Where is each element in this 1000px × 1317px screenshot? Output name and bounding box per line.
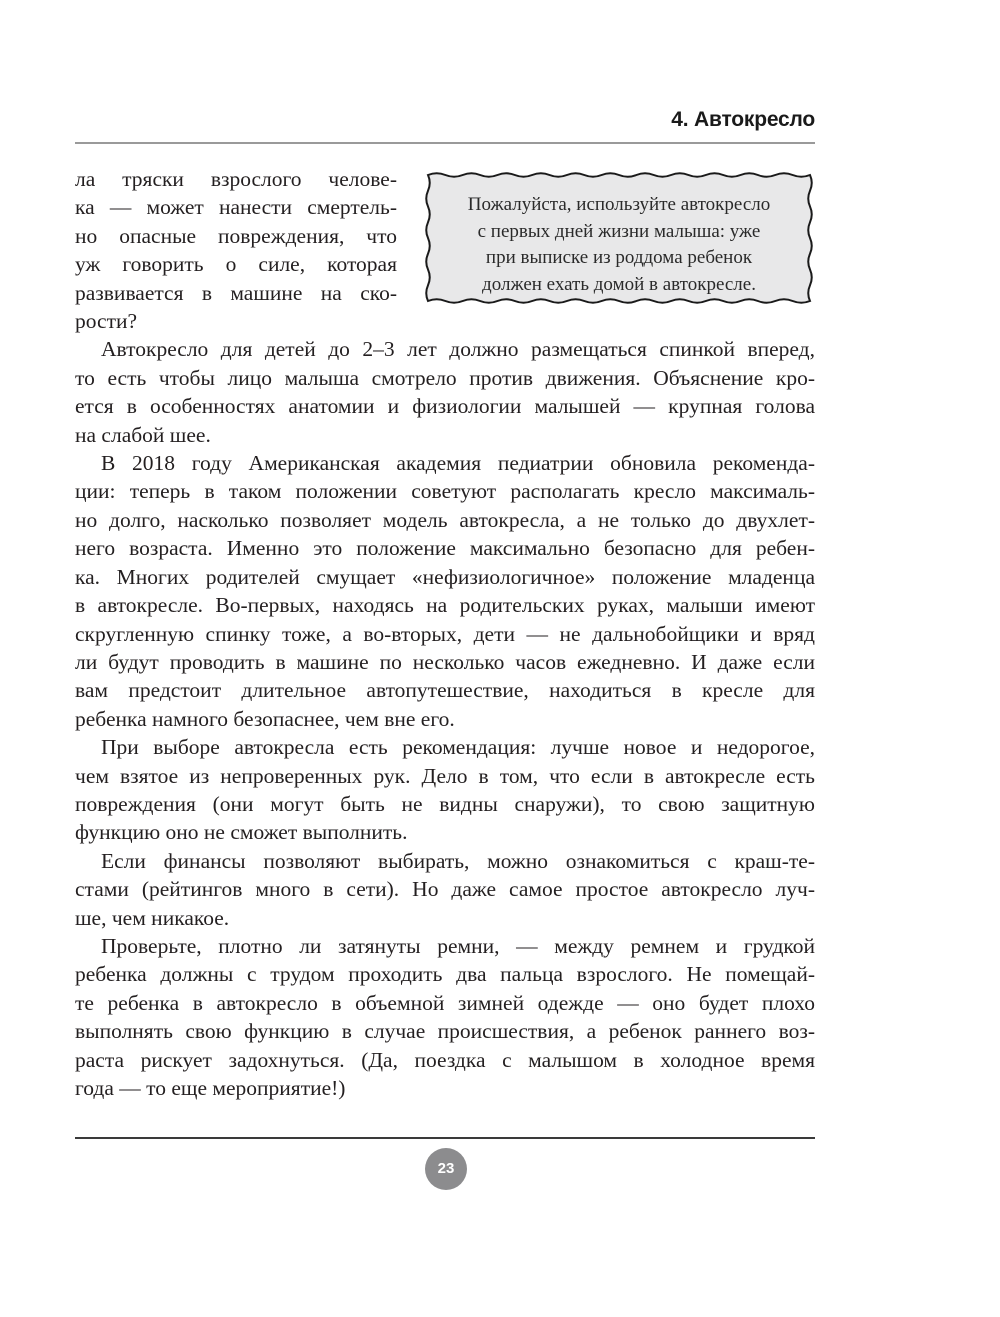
running-head-chapter-title: 4. Автокресло xyxy=(671,108,815,131)
text-line: уж говорить о силе, которая xyxy=(75,252,397,277)
paragraph-straps xyxy=(75,932,815,1102)
page-number-badge: 23 xyxy=(425,1148,467,1190)
callout-line: при выписке из роддома ребенок xyxy=(485,247,753,268)
text-line: вам предстоит длительное автопутешествие, находиться в кресле для xyxy=(75,678,815,703)
callout-line: Пожалуйста, используйте автокресло xyxy=(467,194,771,215)
text-line: ется в особенностях анатомии и физиологии малышей — крупная голова xyxy=(75,394,815,419)
paragraph-choosing-seat xyxy=(75,733,815,847)
paragraph-aap-recommendation xyxy=(75,449,815,733)
text-line: в автокресле. Во-первых, находясь на родительских руках, малыши имеют xyxy=(75,593,815,618)
callout-line: должен ехать домой в автокресле. xyxy=(482,273,756,295)
paragraph-orientation xyxy=(75,335,815,449)
text-line: но опасные повреждения, что xyxy=(75,223,397,248)
text-line: выполнять свою функцию в случае происшествия, а ребенок раннего воз- xyxy=(75,1019,815,1044)
text-line: функцию оно не сможет выполнить. xyxy=(75,820,408,845)
text-line: стами (рейтингов много в сети). Но даже самое простое автокресло луч- xyxy=(75,877,815,902)
text-line: ции: теперь в таком положении советуют располагать кресло максималь- xyxy=(75,479,815,504)
text-line: Автокресло для детей до 2–3 лет должно размещаться спинкой вперед, xyxy=(101,337,815,362)
text-line: те ребенка в автокресло в объемной зимней одежде — оно будет плохо xyxy=(75,990,815,1015)
footer-rule xyxy=(75,1137,815,1139)
text-line: чем взятое из непроверенных рук. Дело в том, что если в автокресле есть xyxy=(75,763,815,788)
text-line: В 2018 году Американская академия педиатрии обновила рекоменда- xyxy=(101,451,815,476)
callout-line: с первых дней жизни малыша: уже xyxy=(477,220,761,242)
text-line: Проверьте, плотно ли затянуты ремни, — между ремнем и грудкой xyxy=(101,933,815,958)
text-line: рости? xyxy=(75,309,138,334)
text-line: ше, чем никакое. xyxy=(75,905,230,930)
header-rule xyxy=(75,142,815,144)
text-line: повреждения (они могут быть не видны снаружи), то свою защитную xyxy=(75,791,815,816)
text-line: ла тряски взрослого челове- xyxy=(75,167,397,191)
text-line: то есть чтобы лицо малыша смотрело против движения. Объяснение кро- xyxy=(75,365,815,390)
text-line: При выборе автокресла есть рекомендация: лучше новое и недорогое, xyxy=(101,735,815,760)
text-line: года — то еще мероприятие!) xyxy=(75,1076,346,1100)
text-line: ребенка должны с трудом проходить два пальца взрослого. Не помещай- xyxy=(75,962,815,987)
paragraph-crash-tests xyxy=(75,847,815,932)
text-line: скругленную спинку тоже, а во-вторых, дети — не дальнобойщики и вряд xyxy=(75,621,815,646)
text-line: но долго, насколько позволяет модель автокресла, а не только до двухлет- xyxy=(75,507,815,532)
body-text xyxy=(75,165,815,1102)
text-line: развивается в машине на ско- xyxy=(75,280,397,305)
text-line: ка. Многих родителей смущает «нефизиологичное» положение младенца xyxy=(75,564,815,589)
wrapped-paragraph-continuation xyxy=(75,165,397,335)
text-line: Если финансы позволяют выбирать, можно ознакомиться с краш-те- xyxy=(101,848,815,873)
text-line: ребенка намного безопаснее, чем вне его. xyxy=(75,706,455,731)
text-line: него возраста. Именно это положение максимально безопасно для ребен- xyxy=(75,536,815,561)
text-line: ли будут проводить в машине по несколько часов ежедневно. И даже если xyxy=(75,649,815,674)
text-line: ка — может нанести смертель- xyxy=(75,195,397,220)
text-line: на слабой шее. xyxy=(75,422,211,447)
text-line: раста рискует задохнуться. (Да, поездка с малышом в холодное время xyxy=(75,1047,815,1072)
